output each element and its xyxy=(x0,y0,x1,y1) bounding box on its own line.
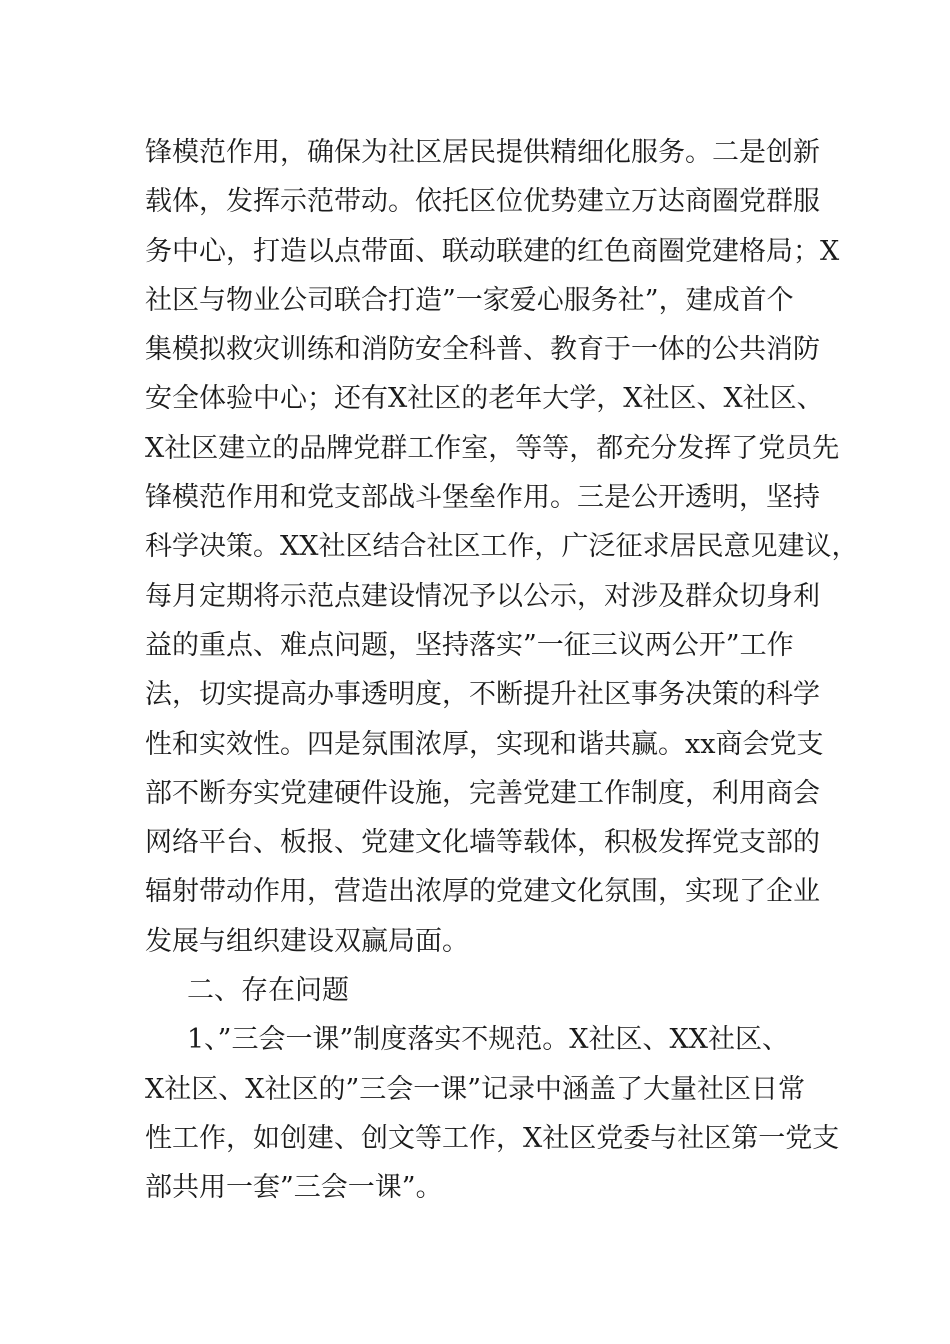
body-text-line: 发展与组织建设双赢局面。 xyxy=(145,925,469,957)
body-text-line: 部共用一套”三会一课”。 xyxy=(145,1172,443,1204)
body-text-line: 部不断夯实党建硬件设施，完善党建工作制度，利用商会 xyxy=(145,777,820,809)
body-text-line: 安全体验中心；还有X社区的老年大学，X社区、X社区、 xyxy=(145,383,824,415)
body-text-line: 益的重点、难点问题，坚持落实”一征三议两公开”工作 xyxy=(145,629,794,661)
body-text-line: 每月定期将示范点建设情况予以公示，对涉及群众切身利 xyxy=(145,580,820,612)
body-text-line: 性和实效性。四是氛围浓厚，实现和谐共赢。xx商会党支 xyxy=(145,728,824,760)
body-text-line: 务中心，打造以点带面、联动联建的红色商圈党建格局；X xyxy=(145,235,840,267)
body-text-line: X社区、X社区的”三会一课”记录中涵盖了大量社区日常 xyxy=(145,1073,806,1105)
body-text-line: 科学决策。XX社区结合社区工作，广泛征求居民意见建议， xyxy=(145,531,859,563)
body-text-line: 法，切实提高办事透明度，不断提升社区事务决策的科学 xyxy=(145,679,820,711)
body-text-line: 载体，发挥示范带动。依托区位优势建立万达商圈党群服 xyxy=(145,186,820,218)
body-text-line: 锋模范作用和党支部战斗堡垒作用。三是公开透明，坚持 xyxy=(145,482,820,514)
body-text-line: 社区与物业公司联合打造”一家爱心服务社”，建成首个 xyxy=(145,284,794,316)
body-text-line: 辐射带动作用，营造出浓厚的党建文化氛围，实现了企业 xyxy=(145,876,820,908)
body-text-line: 性工作，如创建、创文等工作，X社区党委与社区第一党支 xyxy=(145,1122,840,1154)
body-text-line: 集模拟救灾训练和消防安全科普、教育于一体的公共消防 xyxy=(145,334,820,366)
body-text-line: 网络平台、板报、党建文化墙等载体，积极发挥党支部的 xyxy=(145,827,820,859)
body-text-line: 1、”三会一课”制度落实不规范。X社区、XX社区、 xyxy=(187,1024,789,1056)
section-heading: 二、存在问题 xyxy=(187,975,349,1007)
body-text-line: X社区建立的品牌党群工作室，等等，都充分发挥了党员先 xyxy=(145,432,840,464)
body-text-line: 锋模范作用，确保为社区居民提供精细化服务。二是创新 xyxy=(145,137,820,168)
document-body xyxy=(145,128,859,1213)
